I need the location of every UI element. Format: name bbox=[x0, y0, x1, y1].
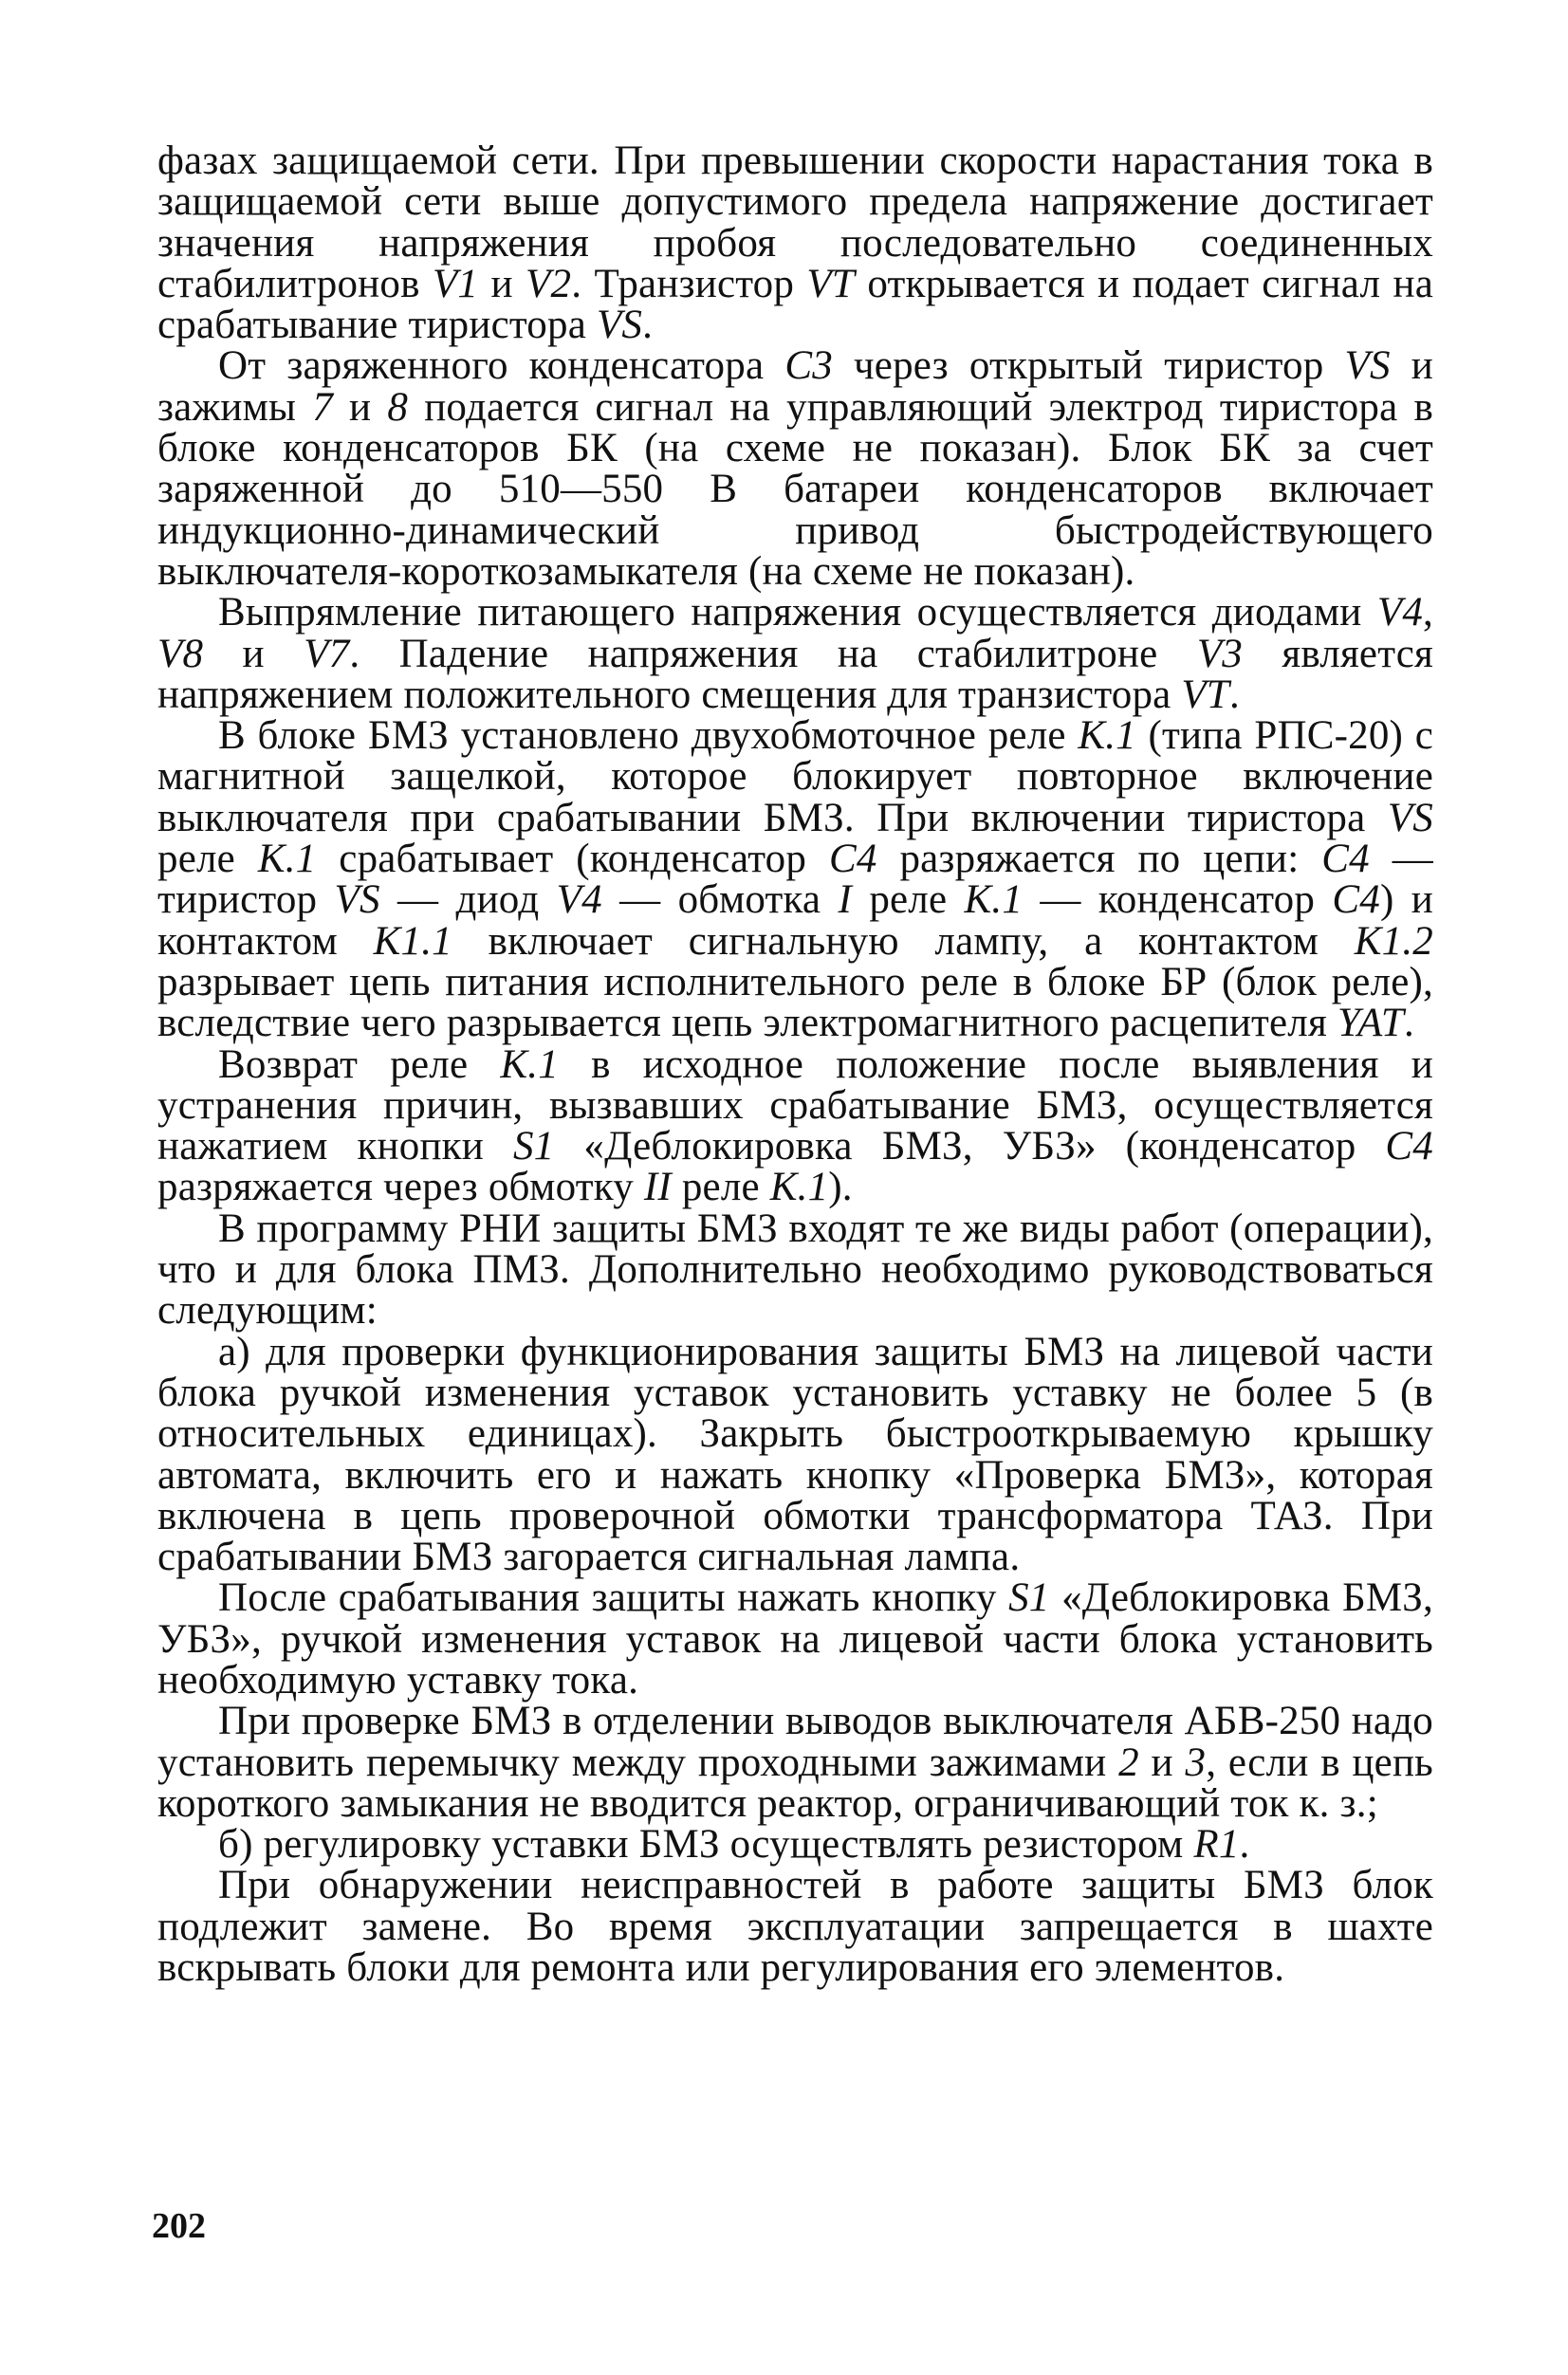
paragraph-2: От заряженного конденсатора C3 через открытый тиристор VS и зажимы 7 и 8 подается сигнал на управляющий электрод тиристора в блоке конденсаторов БК (на схеме не показан). Блок БК за счет заряженной до 510—550 В батареи конденсаторов включает индукционно-динамический привод быстродействующего выключателя-короткозамыкателя (на схеме не показан). bbox=[157, 343, 1433, 594]
italic-designator: K.1 bbox=[964, 877, 1024, 923]
paragraph-1: фазах защищаемой сети. При превышении скорости нарастания тока в защищаемой сети выше допустимого предела напряжение достигает значения напряжения пробоя последовательно соединенных стабилитронов V1 и V2. Транзистор VT открывается и подает сигнал на срабатывание тиристора VS. bbox=[157, 138, 1433, 348]
italic-designator: K.1 bbox=[769, 1165, 829, 1210]
paragraph-4: В блоке БМЗ установлено двухобмоточное реле K.1 (типа РПС-20) с магнитной защелкой, которое блокирует повторное включение выключателя при срабатывании БМЗ. При включении тиристора VS реле K.1 срабатывает (конденсатор C4 разряжается по цепи: C4 — тиристор VS — диод V4 — обмотка I реле K.1 — конденсатор C4) и контактом K1.1 включает сигнальную лампу, а контактом K1.2 разрывает цепь питания исполнительного реле в блоке БР (блок реле), вследствие чего разрывается цепь электромагнитного расцепителя YAT. bbox=[157, 713, 1434, 1046]
italic-designator: K.1 bbox=[1078, 713, 1136, 759]
italic-designator: K1.1 bbox=[373, 918, 452, 964]
italic-designator: S1 bbox=[1008, 1575, 1050, 1621]
italic-designator: S1 bbox=[512, 1124, 555, 1169]
italic-designator: YAT bbox=[1337, 1001, 1405, 1046]
paragraph-6: В программу РНИ защиты БМЗ входят те же виды работ (операции), что и для блока ПМЗ. Дополнительно необходимо руководствоваться следующим: bbox=[157, 1206, 1433, 1334]
italic-designator: R1 bbox=[1193, 1822, 1240, 1868]
paragraph-11: При обнаружении неисправностей в работе защиты БМЗ блок подлежит замене. Во время эксплуатации запрещается в шахте вскрывать блоки для ремонта или регулирования его элементов. bbox=[157, 1863, 1433, 1991]
italic-designator: V4 bbox=[556, 877, 602, 923]
italic-designator: K.1 bbox=[257, 837, 317, 882]
italic-designator: V4 bbox=[1376, 590, 1424, 635]
italic-designator: VS bbox=[334, 877, 380, 923]
page-body bbox=[157, 138, 1434, 1991]
italic-designator: I bbox=[838, 877, 853, 923]
italic-designator: K.1 bbox=[500, 1041, 559, 1087]
italic-designator: 7 bbox=[312, 384, 333, 430]
paragraph-8: После срабатывания защиты нажать кнопку S1 «Деблокировка БМЗ, УБЗ», ручкой изменения уставок на лицевой части блока установить необходимую уставку тока. bbox=[157, 1575, 1433, 1703]
page-number: 202 bbox=[152, 2206, 206, 2246]
italic-designator: C3 bbox=[784, 343, 833, 389]
paragraph-7: а) для проверки функционирования защиты БМЗ на лицевой части блока ручкой изменения уставок установить уставку не более 5 (в относительных единицах). Закрыть быстрооткрываемую крышку автомата, включить его и нажать кнопку «Проверка БМЗ», которая включена в цепь проверочной обмотки трансформатора ТАЗ. При срабатывании БМЗ загорается сигнальная лампа. bbox=[157, 1329, 1433, 1580]
italic-designator: II bbox=[643, 1165, 672, 1210]
italic-designator: C4 bbox=[1332, 877, 1380, 923]
italic-designator: V8 bbox=[157, 631, 204, 676]
italic-designator: 8 bbox=[387, 384, 409, 430]
italic-designator: C4 bbox=[1321, 837, 1370, 882]
italic-designator: V3 bbox=[1196, 631, 1243, 676]
italic-designator: 3 bbox=[1185, 1740, 1207, 1785]
italic-designator: C4 bbox=[1385, 1124, 1433, 1169]
italic-designator: V1 bbox=[432, 261, 479, 306]
italic-designator: K1.2 bbox=[1354, 918, 1434, 964]
italic-designator: VT bbox=[1181, 672, 1229, 717]
italic-designator: C4 bbox=[828, 837, 877, 882]
paragraph-5: Возврат реле K.1 в исходное положение после выявления и устранения причин, вызвавших срабатывание БМЗ, осуществляется нажатием кнопки S1 «Деблокировка БМЗ, УБЗ» (конденсатор C4 разряжается через обмотку II реле K.1). bbox=[157, 1041, 1434, 1210]
italic-designator: VT bbox=[806, 261, 856, 306]
paragraph-9: При проверке БМЗ в отделении выводов выключателя АБВ-250 надо установить перемычку между проходными зажимами 2 и 3, если в цепь короткого замыкания не вводится реактор, ограничивающий ток к. з.; bbox=[157, 1699, 1433, 1826]
italic-designator: 2 bbox=[1118, 1740, 1139, 1785]
italic-designator: V2 bbox=[526, 261, 572, 306]
italic-designator: VS bbox=[596, 303, 643, 348]
paragraph-3: Выпрямление питающего напряжения осуществляется диодами V4, V8 и V7. Падение напряжения на стабилитроне V3 является напряжением положительного смещения для транзистора VT. bbox=[157, 590, 1433, 717]
italic-designator: VS bbox=[1344, 343, 1391, 389]
paragraph-10: б) регулировку уставки БМЗ осуществлять резистором R1. bbox=[218, 1822, 1250, 1868]
italic-designator: V7 bbox=[304, 631, 350, 676]
italic-designator: VS bbox=[1387, 795, 1433, 840]
